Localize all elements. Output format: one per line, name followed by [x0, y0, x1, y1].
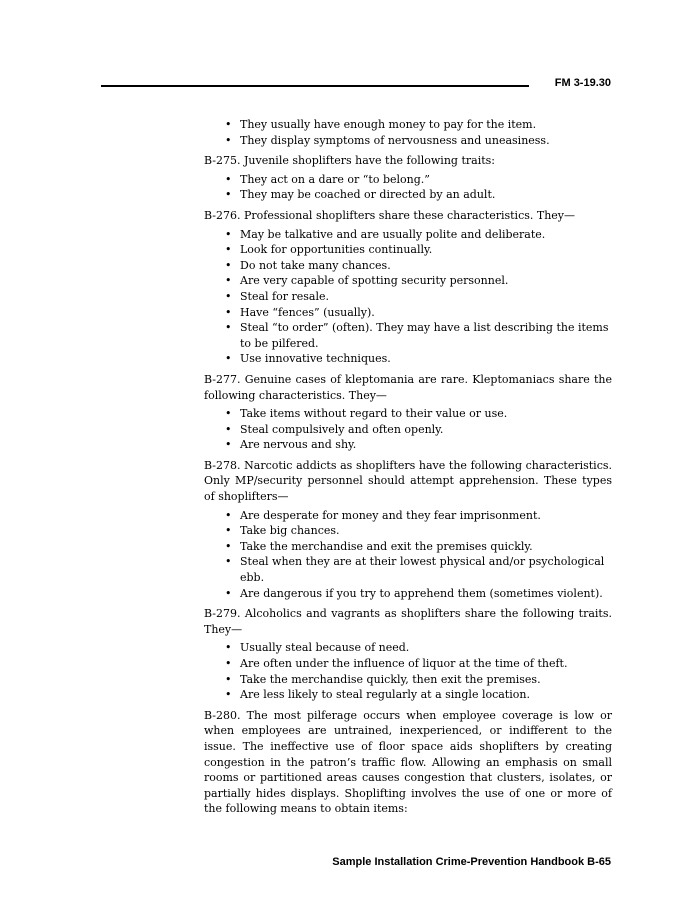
list-item: • Steal for resale. [204, 289, 612, 305]
list-item: • Do not take many chances. [204, 258, 612, 274]
list-item: • May be talkative and are usually polite and deliberate. [204, 227, 612, 243]
paragraph-b280: B-280. The most pilferage occurs when employee coverage is low or when employees are untrained, inexperienced, or indifferent to the issue. The ineffective use of floor space aids shoplifters by creating congestion in the patron’s traffic flow. Allowing an emphasis on small rooms or partitioned areas causes congestion that clusters, isolates, or partially hides displays. Shoplifting involves the use of one or more of the following means to obtain items: [204, 708, 612, 816]
page-footer: Sample Installation Crime-Prevention Handbook B-65 [332, 856, 611, 868]
bullet-list-b279 [204, 640, 612, 702]
paragraph-b279: B-279. Alcoholics and vagrants as shoplifters share the following traits. They— [204, 607, 612, 636]
list-item: • Are desperate for money and they fear imprisonment. [204, 508, 612, 524]
list-item: • Take items without regard to their value or use. [204, 406, 612, 422]
list-item: • Take big chances. [204, 523, 612, 539]
paragraph-b278: B-278. Narcotic addicts as shoplifters have the following characteristics. Only MP/security personnel should attempt apprehension. These types of shoplifters— [204, 458, 612, 504]
list-item: • They display symptoms of nervousness and uneasiness. [204, 133, 612, 149]
bullet-list-b275 [204, 172, 612, 203]
list-item: • Are nervous and shy. [204, 437, 612, 453]
bullet-list-b278 [204, 508, 612, 602]
list-item: • Are dangerous if you try to apprehend them (sometimes violent). [204, 586, 612, 602]
list-item: • Steal compulsively and often openly. [204, 422, 612, 438]
document-id: FM 3-19.30 [554, 77, 611, 89]
page-body [204, 117, 612, 817]
header-rule [101, 85, 529, 87]
paragraph-b277: B-277. Genuine cases of kleptomania are rare. Kleptomaniacs share the following characteristics. They— [204, 372, 612, 402]
list-item: • Are very capable of spotting security personnel. [204, 273, 612, 289]
paragraph-b276: B-276. Professional shoplifters share these characteristics. They— [204, 208, 576, 222]
bullet-list-b276 [204, 227, 612, 367]
list-item: • Take the merchandise and exit the premises quickly. [204, 539, 612, 555]
list-item: • Are often under the influence of liquor at the time of theft. [204, 656, 612, 672]
list-item: • Use innovative techniques. [204, 351, 612, 367]
list-item: • Steal when they are at their lowest physical and/or psychological ebb. [204, 554, 612, 585]
list-item: • They may be coached or directed by an adult. [204, 187, 612, 203]
list-item: • Look for opportunities continually. [204, 242, 612, 258]
paragraph-b275: B-275. Juvenile shoplifters have the following traits: [204, 154, 495, 168]
bullet-list-b277 [204, 406, 612, 453]
list-item: • Are less likely to steal regularly at a single location. [204, 687, 612, 703]
list-item: • Take the merchandise quickly, then exit the premises. [204, 672, 612, 688]
list-item: • They act on a dare or “to belong.” [204, 172, 612, 188]
list-item: • Have “fences” (usually). [204, 305, 612, 321]
bullet-list-intro [204, 117, 612, 148]
list-item: • Usually steal because of need. [204, 640, 612, 656]
list-item: • They usually have enough money to pay for the item. [204, 117, 612, 133]
list-item: • Steal “to order” (often). They may have a list describing the items to be pilfered. [204, 320, 612, 351]
